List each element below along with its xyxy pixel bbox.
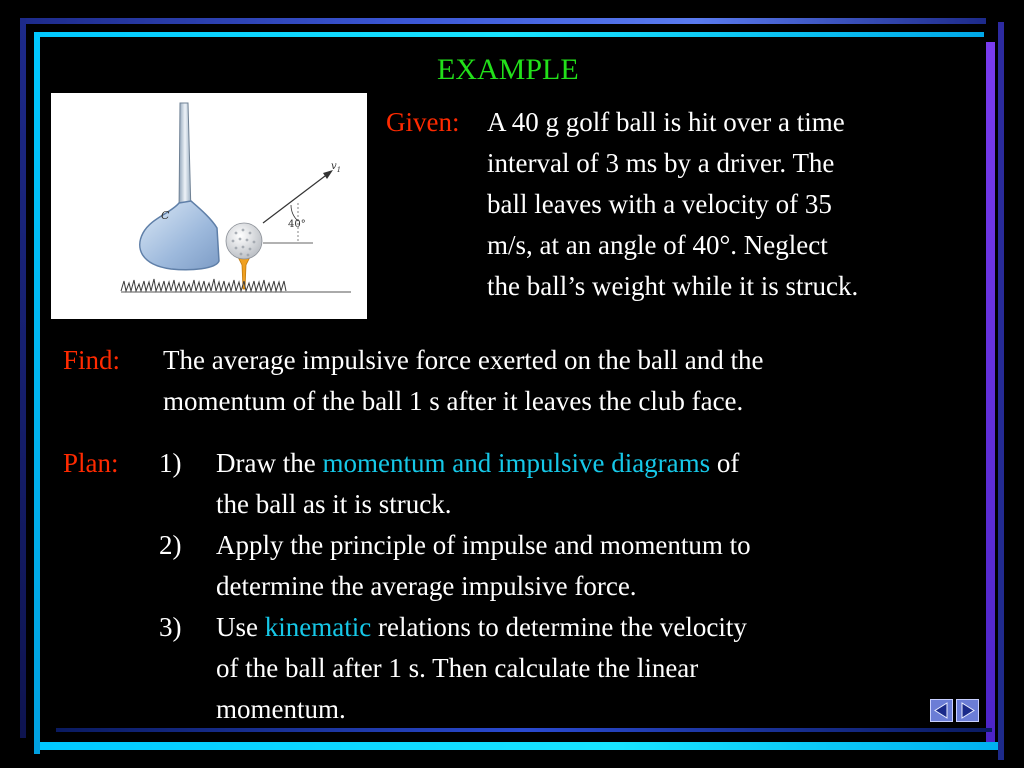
given-line: m/s, at an angle of 40°. Neglect [487, 230, 828, 260]
plan-text: Draw the [216, 448, 323, 478]
find-label: Find: [63, 345, 121, 375]
plan-item-line: of the ball after 1 s. Then calculate the linear [216, 653, 699, 683]
plan-item-number: 2) [159, 530, 182, 560]
highlight-text: momentum and impulsive diagrams [322, 448, 711, 478]
plan-label: Plan: [63, 448, 119, 478]
next-slide-button[interactable] [956, 699, 979, 722]
find-text [163, 340, 943, 422]
plan-item-3 [216, 607, 906, 730]
find-line: The average impulsive force exerted on the ball and the [163, 345, 764, 375]
given-line: A 40 g golf ball is hit over a time [487, 107, 845, 137]
plan-item-line [216, 443, 906, 484]
highlight-text: kinematic [264, 612, 372, 642]
frame-top-outer-bar [20, 18, 986, 24]
given-text [487, 102, 967, 307]
triangle-right-icon [957, 700, 978, 721]
plan-text: relations to determine the velocity [371, 612, 747, 642]
given-line: the ball’s weight while it is struck. [487, 271, 859, 301]
plan-text: Use [216, 612, 265, 642]
plan-item-2 [216, 525, 906, 607]
frame-right-outer-bar [998, 22, 1004, 760]
frame-left-inner-bar [34, 32, 40, 754]
given-line: ball leaves with a velocity of 35 [487, 189, 832, 219]
golf-club-figure [51, 93, 367, 319]
given-line: interval of 3 ms by a driver. The [487, 148, 835, 178]
frame-bottom-outer-bar [40, 742, 998, 750]
frame-left-outer-bar [20, 18, 26, 738]
golf-club-illustration [51, 93, 367, 319]
frame-right-inner-bar [986, 42, 995, 742]
plan-item-line: Apply the principle of impulse and momentum to [216, 530, 751, 560]
label-v: $v_1$ [331, 161, 342, 174]
plan-item-line [216, 607, 906, 648]
label-c: C [161, 209, 170, 222]
plan-item-1 [216, 443, 906, 525]
plan-item-line: momentum. [216, 694, 346, 724]
plan-item-line: the ball as it is struck. [216, 489, 452, 519]
given-label: Given: [386, 107, 460, 137]
plan-item-number: 1) [159, 448, 182, 478]
previous-slide-button[interactable] [930, 699, 953, 722]
frame-top-inner-bar [34, 32, 984, 37]
label-angle: 40° [288, 219, 306, 230]
find-line: momentum of the ball 1 s after it leaves the club face. [163, 386, 744, 416]
plan-text: of [710, 448, 740, 478]
slide-title: EXAMPLE [437, 53, 579, 86]
plan-item-number: 3) [159, 612, 182, 642]
plan-item-line: determine the average impulsive force. [216, 571, 637, 601]
triangle-left-icon [931, 700, 952, 721]
